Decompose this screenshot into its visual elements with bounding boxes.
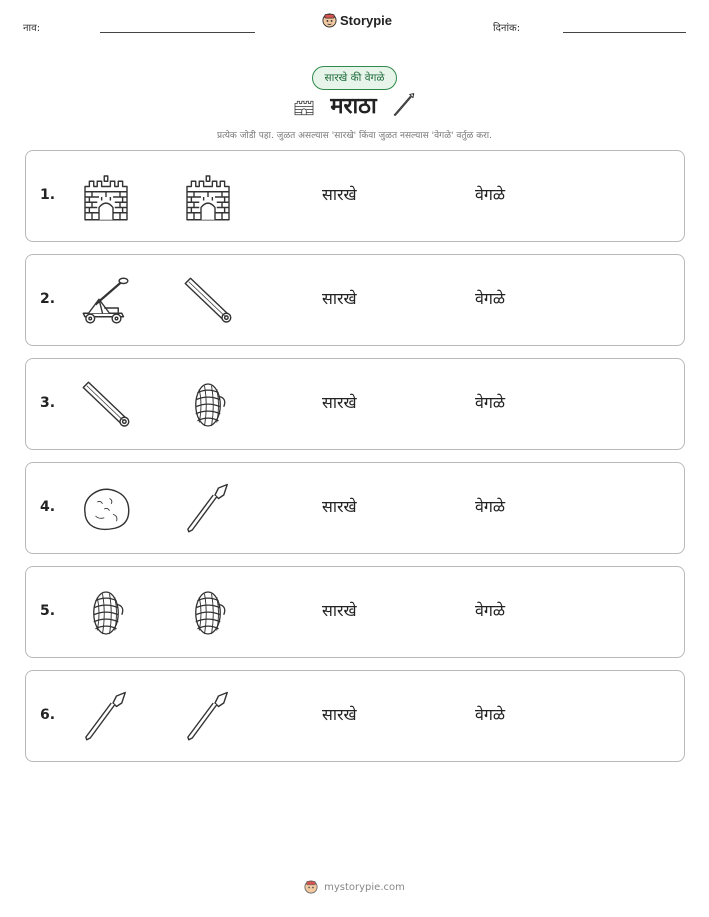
- rope-icon: [178, 375, 238, 435]
- name-label: नाव:: [23, 23, 41, 34]
- worksheet-tag: सारखे की वेगळे: [312, 66, 397, 90]
- instructions: प्रत्येक जोडी पहा. जुळत असल्यास 'सारखे' किंवा जुळत नसल्यास 'वेगळे' वर्तुळ करा.: [216, 131, 492, 141]
- date-line[interactable]: [563, 32, 686, 33]
- castle-icon: [76, 167, 136, 227]
- footer-url: mystorypie.com: [324, 881, 405, 893]
- question-number: 2.: [40, 291, 56, 307]
- option-same[interactable]: सारखे: [322, 289, 357, 308]
- brand-logo: [322, 13, 392, 28]
- date-label: दिनांक:: [493, 23, 521, 34]
- castle-icon: [178, 167, 238, 227]
- plank-icon: [178, 271, 238, 331]
- option-same[interactable]: सारखे: [322, 497, 357, 516]
- question-card: [25, 358, 685, 450]
- castle-icon: [292, 93, 316, 117]
- footer: [0, 880, 709, 894]
- option-same[interactable]: सारखे: [322, 393, 357, 412]
- plank-icon: [76, 375, 136, 435]
- spear-icon: [76, 687, 136, 747]
- option-different[interactable]: वेगळे: [475, 393, 506, 412]
- option-different[interactable]: वेगळे: [475, 289, 506, 308]
- catapult-icon: [76, 271, 136, 331]
- rope-icon: [178, 583, 238, 643]
- spear-icon: [391, 92, 417, 118]
- option-same[interactable]: सारखे: [322, 705, 357, 724]
- question-number: 6.: [40, 707, 56, 723]
- option-same[interactable]: सारखे: [322, 601, 357, 620]
- title-row: [0, 90, 709, 120]
- question-number: 5.: [40, 603, 56, 619]
- option-different[interactable]: वेगळे: [475, 497, 506, 516]
- rope-icon: [76, 583, 136, 643]
- question-card: [25, 566, 685, 658]
- option-different[interactable]: वेगळे: [475, 601, 506, 620]
- option-different[interactable]: वेगळे: [475, 185, 506, 204]
- question-number: 1.: [40, 187, 56, 203]
- name-line[interactable]: [100, 32, 255, 33]
- question-card: [25, 670, 685, 762]
- worksheet-title: मराठा: [330, 94, 377, 119]
- spear-icon: [178, 479, 238, 539]
- question-card: [25, 150, 685, 242]
- question-card: [25, 254, 685, 346]
- question-card: [25, 462, 685, 554]
- question-number: 4.: [40, 499, 56, 515]
- spear-icon: [178, 687, 238, 747]
- stone-icon: [76, 479, 136, 539]
- option-different[interactable]: वेगळे: [475, 705, 506, 724]
- question-number: 3.: [40, 395, 56, 411]
- storypie-mascot-icon: [304, 880, 318, 894]
- option-same[interactable]: सारखे: [322, 185, 357, 204]
- brand-name: Storypie: [340, 13, 393, 28]
- storypie-mascot-icon: [322, 13, 337, 28]
